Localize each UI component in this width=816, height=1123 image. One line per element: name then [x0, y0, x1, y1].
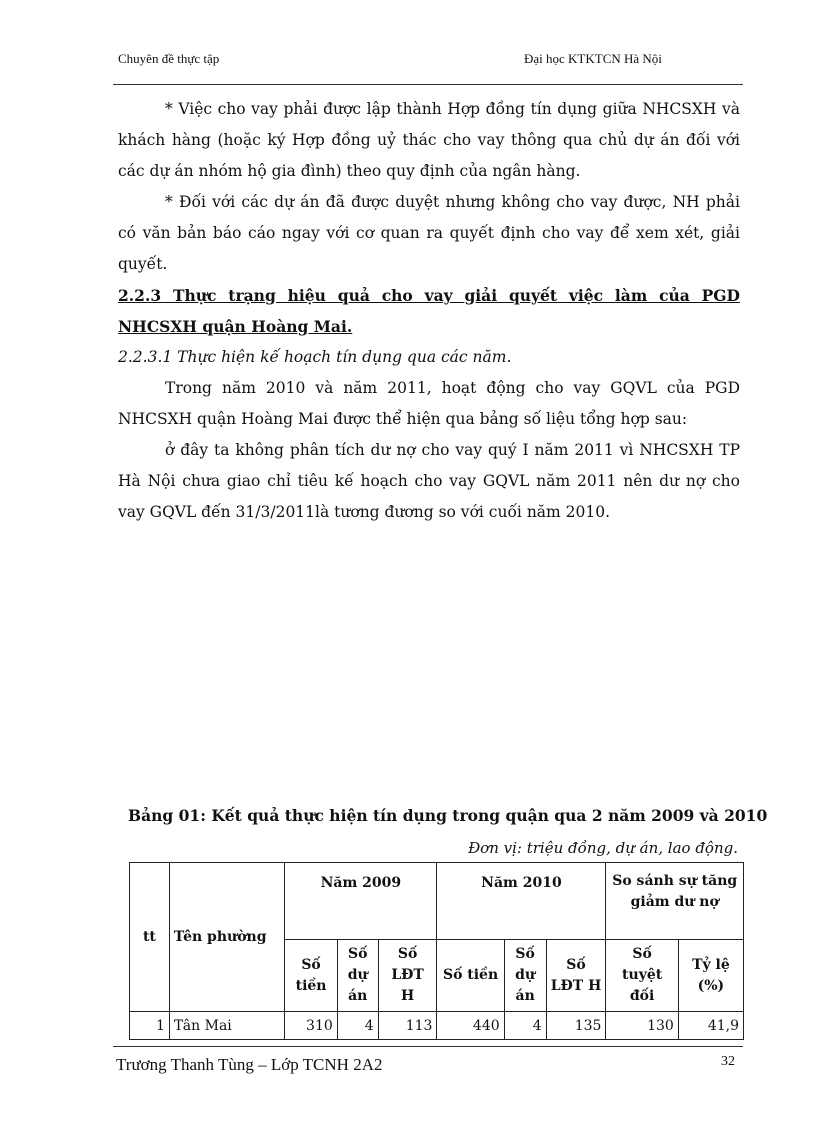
cell-workers-2010: 135	[546, 1012, 606, 1040]
header-compare: So sánh sự tăng giảm dư nợ	[606, 863, 744, 940]
credit-table	[129, 862, 744, 1040]
header-amount-2010: Số tiền	[437, 940, 504, 1012]
header-ward: Tên phường	[169, 863, 284, 1012]
header-ratio: Tỷ lệ (%)	[678, 940, 743, 1012]
paragraph-2: * Đối với các dự án đã được duyệt nhưng không cho vay được, NH phải có văn bản báo cáo ngay với cơ quan ra quyết định cho vay để xem xét, giải quyết.	[118, 193, 740, 273]
subsection-heading: 2.2.3.1 Thực hiện kế hoạch tín dụng qua các năm.	[118, 348, 512, 366]
header-absolute: Số tuyệt đối	[606, 940, 678, 1012]
header-year-2009: Năm 2009	[285, 863, 437, 940]
header-projects-2010: Số dự án	[504, 940, 546, 1012]
header-tt: tt	[130, 863, 170, 1012]
cell-amount-2009: 310	[285, 1012, 337, 1040]
body-text	[118, 94, 740, 528]
cell-tt: 1	[130, 1012, 170, 1040]
paragraph-4: ở đây ta không phân tích dư nợ cho vay quý I năm 2011 vì NHCSXH TP Hà Nội chưa giao chỉ tiêu kế hoạch cho vay GQVL năm 2011 nên dư nợ cho vay GQVL đến 31/3/2011là tương đương so với cuối năm 2010.	[118, 441, 740, 521]
header-right: Đại học KTKTCN Hà Nội	[524, 51, 662, 66]
section-heading: 2.2.3 Thực trạng hiệu quả cho vay giải quyết việc làm của PGD NHCSXH quận Hoàng Mai.	[118, 286, 740, 336]
paragraph-1: * Việc cho vay phải được lập thành Hợp đồng tín dụng giữa NHCSXH và khách hàng (hoặc ký Hợp đồng uỷ thác cho vay thông qua chủ dự án đối với các dự án nhóm hộ gia đình) theo quy định của ngân hàng.	[118, 100, 740, 180]
cell-absolute: 130	[606, 1012, 678, 1040]
cell-workers-2009: 113	[378, 1012, 437, 1040]
table-unit: Đơn vị: triệu đồng, dự án, lao động.	[468, 839, 738, 857]
table-row	[130, 1012, 744, 1040]
page-number: 32	[721, 1054, 735, 1069]
cell-projects-2010: 4	[504, 1012, 546, 1040]
table-title: Bảng 01: Kết quả thực hiện tín dụng trong quận qua 2 năm 2009 và 2010	[128, 806, 768, 825]
paragraph-3: Trong năm 2010 và năm 2011, hoạt động cho vay GQVL của PGD NHCSXH quận Hoàng Mai được thể hiện qua bảng số liệu tổng hợp sau:	[118, 379, 740, 428]
header-left: Chuyên đề thực tập	[118, 51, 220, 66]
header-workers-2010: Số LĐT H	[546, 940, 606, 1012]
header-projects-2009: Số dự án	[337, 940, 378, 1012]
header-amount-2009: Số tiền	[285, 940, 337, 1012]
header-workers-2009: Số LĐT H	[378, 940, 437, 1012]
cell-ratio: 41,9	[678, 1012, 743, 1040]
footer-author: Trương Thanh Tùng – Lớp TCNH 2A2	[116, 1055, 383, 1074]
cell-projects-2009: 4	[337, 1012, 378, 1040]
cell-amount-2010: 440	[437, 1012, 504, 1040]
header-divider	[113, 84, 743, 85]
header-year-2010: Năm 2010	[437, 863, 606, 940]
cell-ward: Tân Mai	[169, 1012, 284, 1040]
footer-divider	[113, 1046, 743, 1047]
